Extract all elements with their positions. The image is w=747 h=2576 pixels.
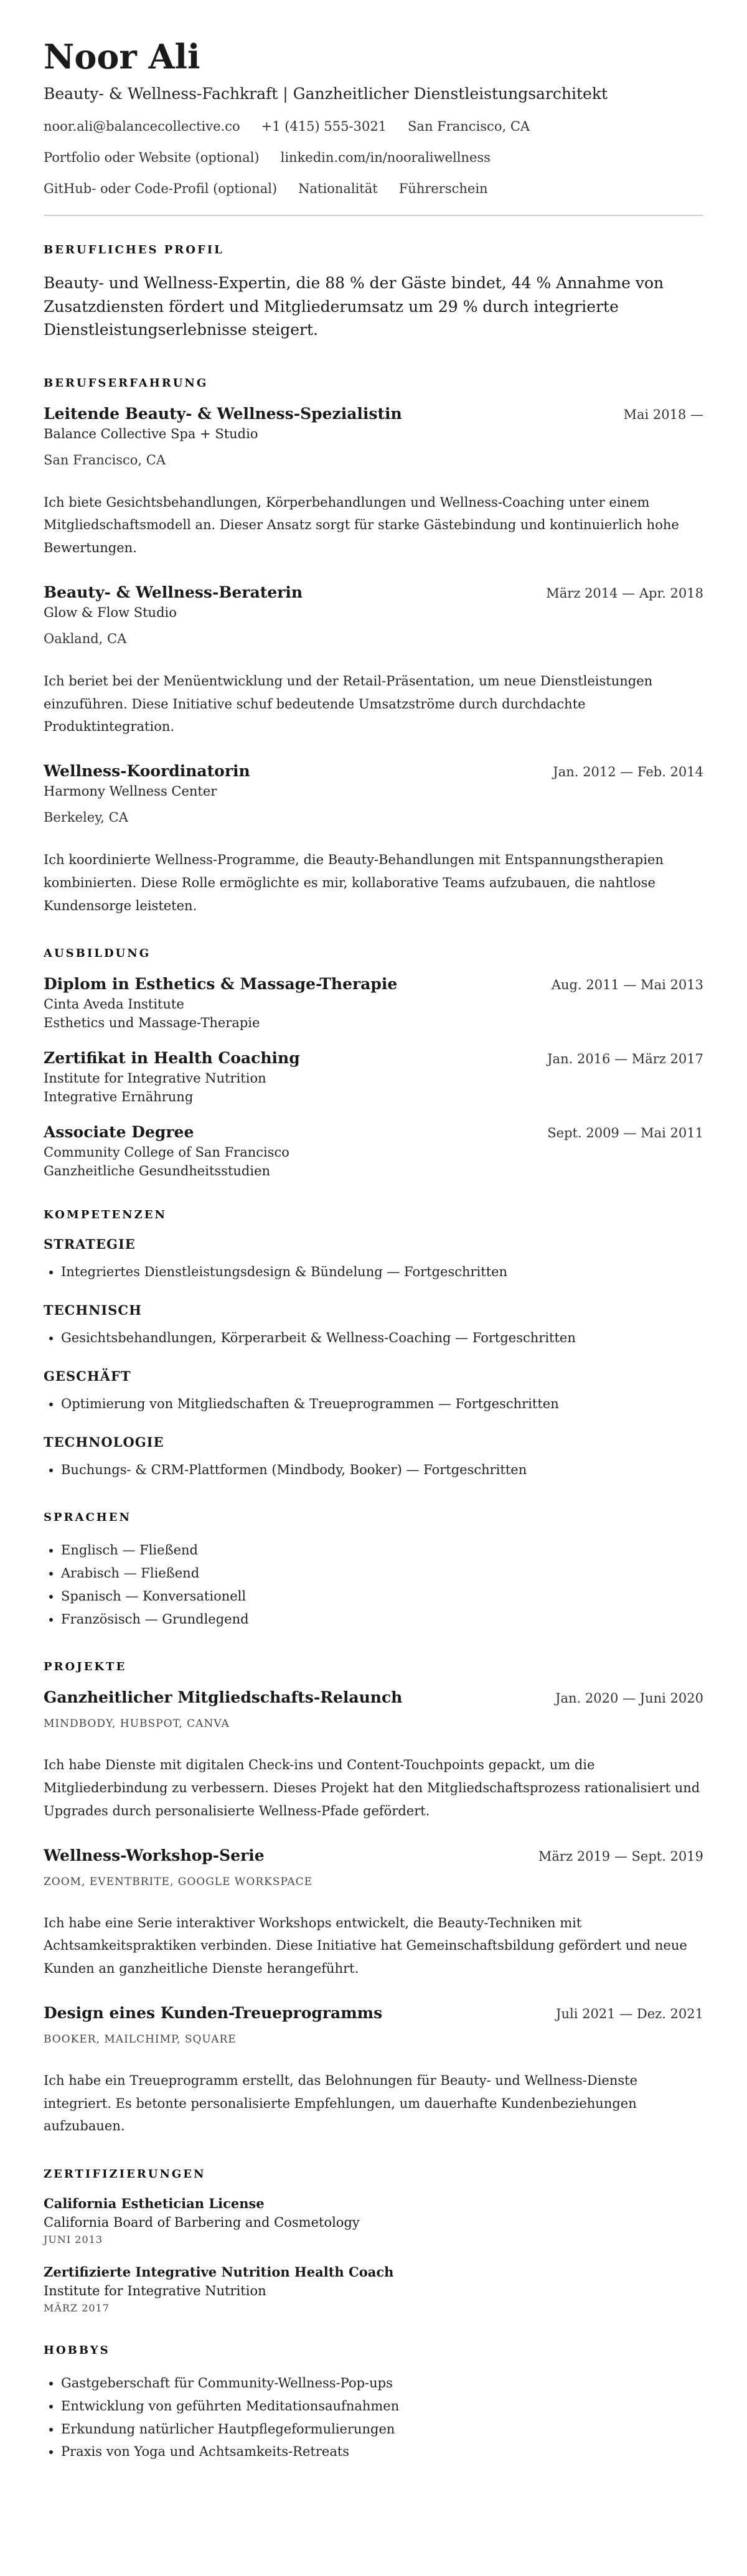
contact-row-extra xyxy=(44,181,703,196)
job-title: Leitende Beauty- & Wellness-Spezialistin xyxy=(44,404,402,423)
section-title-profile: BERUFLICHES PROFIL xyxy=(44,243,224,257)
experience-entry-header xyxy=(44,762,703,780)
contact-email[interactable]: noor.ali@balancecollective.co xyxy=(44,119,240,134)
education-entry xyxy=(44,1049,703,1104)
certification-issuer: Institute for Integrative Nutrition xyxy=(44,2283,266,2299)
project-entry xyxy=(44,2004,703,2138)
experience-entry-header xyxy=(44,405,703,423)
experience-entry xyxy=(44,583,703,738)
header-divider xyxy=(44,215,703,216)
section-title-certifications: ZERTIFIZIERUNGEN xyxy=(44,2168,206,2181)
job-location: Oakland, CA xyxy=(44,631,127,646)
project-description: Ich habe ein Treueprogramm erstellt, das Belohnungen für Beauty- und Wellness-Dienste integriert. Es betonte personalisierte Empfehlungen, um dauerhafte Kundenbeziehungen aufzubauen. xyxy=(44,2072,638,2134)
certification-entry xyxy=(44,2264,703,2314)
project-entry xyxy=(44,1688,703,1822)
education-entry xyxy=(44,1123,703,1178)
project-tech: BOOKER, MAILCHIMP, SQUARE xyxy=(44,2033,237,2046)
degree-title: Diplom in Esthetics & Massage-Therapie xyxy=(44,975,398,994)
skill-item: • Integriertes Dienstleistungsdesign & Bündelung — Fortgeschritten xyxy=(61,1261,703,1284)
language-item: • Arabisch — Fließend xyxy=(61,1562,703,1585)
job-title: Wellness-Koordinatorin xyxy=(44,762,250,781)
section-skills xyxy=(44,1208,703,1481)
project-title: Design eines Kunden-Treueprogramms xyxy=(44,2003,383,2022)
contact-row-links xyxy=(44,150,703,165)
job-location: San Francisco, CA xyxy=(44,452,166,468)
contact-nationality: Nationalität xyxy=(298,181,378,197)
section-projects xyxy=(44,1660,703,2138)
job-title: Beauty- & Wellness-Beraterin xyxy=(44,583,303,601)
section-title-hobbies: HOBBYS xyxy=(44,2344,110,2357)
contact-license: Führerschein xyxy=(398,181,488,197)
certification-date: MÄRZ 2017 xyxy=(44,2302,110,2315)
language-list xyxy=(44,1539,703,1630)
section-certifications xyxy=(44,2168,703,2314)
experience-entry-header xyxy=(44,583,703,601)
skill-list xyxy=(44,1261,703,1284)
section-title-experience: BERUFSERFAHRUNG xyxy=(44,376,209,390)
job-description: Ich biete Gesichtsbehandlungen, Körperbehandlungen und Wellness-Coaching unter einem Mitgliedschaftsmodell an. Dieser Ansatz sorgt für starke Gästebindung und kontinuierlich hohe Bewertungen. xyxy=(44,494,679,556)
contact-linkedin[interactable]: linkedin.com/in/nooraliwellness xyxy=(280,150,491,166)
experience-entry xyxy=(44,405,703,560)
school-name: Cinta Aveda Institute xyxy=(44,997,184,1012)
project-dates: März 2019 — Sept. 2019 xyxy=(538,1848,703,1864)
contact-row-primary xyxy=(44,119,703,134)
hobby-item: • Entwicklung von geführten Meditationsaufnahmen xyxy=(61,2395,703,2418)
project-entry-header xyxy=(44,1688,703,1706)
education-entry-header xyxy=(44,975,703,993)
job-location: Berkeley, CA xyxy=(44,810,128,825)
project-entry-header xyxy=(44,1846,703,1864)
hobby-list xyxy=(44,2372,703,2463)
degree-title: Zertifikat in Health Coaching xyxy=(44,1049,300,1068)
project-tech: ZOOM, EVENTBRITE, GOOGLE WORKSPACE xyxy=(44,1875,313,1888)
skill-item: • Gesichtsbehandlungen, Körperarbeit & Wellness-Coaching — Fortgeschritten xyxy=(61,1327,703,1350)
study-field: Esthetics und Massage-Therapie xyxy=(44,1015,260,1031)
job-dates: Jan. 2012 — Feb. 2014 xyxy=(553,764,703,780)
education-entry-header xyxy=(44,1123,703,1141)
hobby-item: • Praxis von Yoga und Achtsamkeits-Retreats xyxy=(61,2440,703,2463)
education-entry xyxy=(44,975,703,1030)
certification-issuer: California Board of Barbering and Cosmetology xyxy=(44,2215,360,2230)
skill-group-title: TECHNISCH xyxy=(44,1302,142,1319)
section-hobbies xyxy=(44,2344,703,2463)
study-field: Integrative Ernährung xyxy=(44,1089,194,1105)
degree-dates: Aug. 2011 — Mai 2013 xyxy=(551,977,703,993)
skill-group-title: TECHNOLOGIE xyxy=(44,1434,164,1450)
resume-page xyxy=(44,0,703,2463)
hobby-item: • Gastgeberschaft für Community-Wellness-Pop-ups xyxy=(61,2372,703,2395)
skill-list xyxy=(44,1393,703,1416)
section-title-projects: PROJEKTE xyxy=(44,1660,127,1674)
certification-title: Zertifizierte Integrative Nutrition Health Coach xyxy=(44,2264,394,2280)
skill-group-title: STRATEGIE xyxy=(44,1236,136,1253)
section-title-education: AUSBILDUNG xyxy=(44,947,151,961)
degree-title: Associate Degree xyxy=(44,1123,194,1142)
project-tech: MINDBODY, HUBSPOT, CANVA xyxy=(44,1718,230,1731)
contact-github[interactable]: GitHub- oder Code-Profil (optional) xyxy=(44,181,278,197)
skill-item: • Buchungs- & CRM-Plattformen (Mindbody, Booker) — Fortgeschritten xyxy=(61,1459,703,1482)
skill-group-title: GESCHÄFT xyxy=(44,1368,131,1384)
skill-list xyxy=(44,1459,703,1482)
language-item: • Spanisch — Konversationell xyxy=(61,1585,703,1608)
hobby-item: • Erkundung natürlicher Hautpflegeformulierungen xyxy=(61,2418,703,2441)
school-name: Institute for Integrative Nutrition xyxy=(44,1071,266,1086)
study-field: Ganzheitliche Gesundheitsstudien xyxy=(44,1163,271,1179)
section-education xyxy=(44,947,703,1178)
job-company: Glow & Flow Studio xyxy=(44,604,177,620)
job-description: Ich beriet bei der Menüentwicklung und der Retail-Präsentation, um neue Dienstleistungen einzuführen. Diese Initiative schuf bedeutende Umsatzströme durch durchdachte Produktintegration. xyxy=(44,673,653,735)
project-title: Wellness-Workshop-Serie xyxy=(44,1846,265,1864)
candidate-name: Noor Ali xyxy=(44,37,200,77)
language-item: • Französisch — Grundlegend xyxy=(61,1608,703,1631)
certification-date: JUNI 2013 xyxy=(44,2234,103,2246)
project-entry xyxy=(44,1846,703,1980)
section-title-skills: KOMPETENZEN xyxy=(44,1208,167,1222)
certification-entry xyxy=(44,2196,703,2245)
contact-location: San Francisco, CA xyxy=(408,119,530,134)
job-description: Ich koordinierte Wellness-Programme, die Beauty-Behandlungen mit Entspannungstherapien kombinierten. Diese Rolle ermöglichte es mir, kollaborative Teams aufzubauen, die nahtlose Kundensorge leisteten. xyxy=(44,852,664,913)
contact-phone[interactable]: +1 (415) 555-3021 xyxy=(261,119,387,134)
project-description: Ich habe Dienste mit digitalen Check-ins und Content-Touchpoints gepackt, um die Mitgliederbindung zu verbessern. Dieses Projekt hat den Mitgliedschaftsprozess rationalisiert und Upgrades durch personalisierte Wellness-Pfade gefördert. xyxy=(44,1757,700,1818)
skill-list xyxy=(44,1327,703,1350)
section-title-languages: SPRACHEN xyxy=(44,1511,131,1525)
job-dates: Mai 2018 — xyxy=(623,407,703,422)
experience-entry xyxy=(44,762,703,917)
job-company: Balance Collective Spa + Studio xyxy=(44,426,258,441)
contact-portfolio[interactable]: Portfolio oder Website (optional) xyxy=(44,150,260,166)
education-entry-header xyxy=(44,1049,703,1067)
project-dates: Jan. 2020 — Juni 2020 xyxy=(555,1691,703,1706)
language-item: • Englisch — Fließend xyxy=(61,1539,703,1562)
job-company: Harmony Wellness Center xyxy=(44,784,217,799)
section-languages xyxy=(44,1511,703,1630)
degree-dates: Sept. 2009 — Mai 2011 xyxy=(547,1126,703,1141)
project-description: Ich habe eine Serie interaktiver Workshops entwickelt, die Beauty-Techniken mit Achtsamkeitspraktiken verbinden. Diese Initiative hat Gemeinschaftsbildung gefördert und neue Kunden an ganzheitliche Dienste herangeführt. xyxy=(44,1915,687,1977)
skill-item: • Optimierung von Mitgliedschaften & Treueprogrammen — Fortgeschritten xyxy=(61,1393,703,1416)
profile-summary: Beauty- und Wellness-Expertin, die 88 % der Gäste bindet, 44 % Annahme von Zusatzdiensten fördert und Mitgliederumsatz um 29 % durch integrierte Dienstleistungserlebnisse steigert. xyxy=(44,274,664,339)
job-dates: März 2014 — Apr. 2018 xyxy=(546,585,703,601)
section-experience xyxy=(44,377,703,918)
project-title: Ganzheitlicher Mitgliedschafts-Relaunch xyxy=(44,1688,403,1707)
school-name: Community College of San Francisco xyxy=(44,1145,289,1160)
project-entry-header xyxy=(44,2004,703,2022)
certification-title: California Esthetician License xyxy=(44,2196,265,2212)
degree-dates: Jan. 2016 — März 2017 xyxy=(547,1051,703,1067)
project-dates: Juli 2021 — Dez. 2021 xyxy=(556,2006,703,2021)
candidate-tagline: Beauty- & Wellness-Fachkraft | Ganzheitlicher Dienstleistungsarchitekt xyxy=(44,85,608,103)
